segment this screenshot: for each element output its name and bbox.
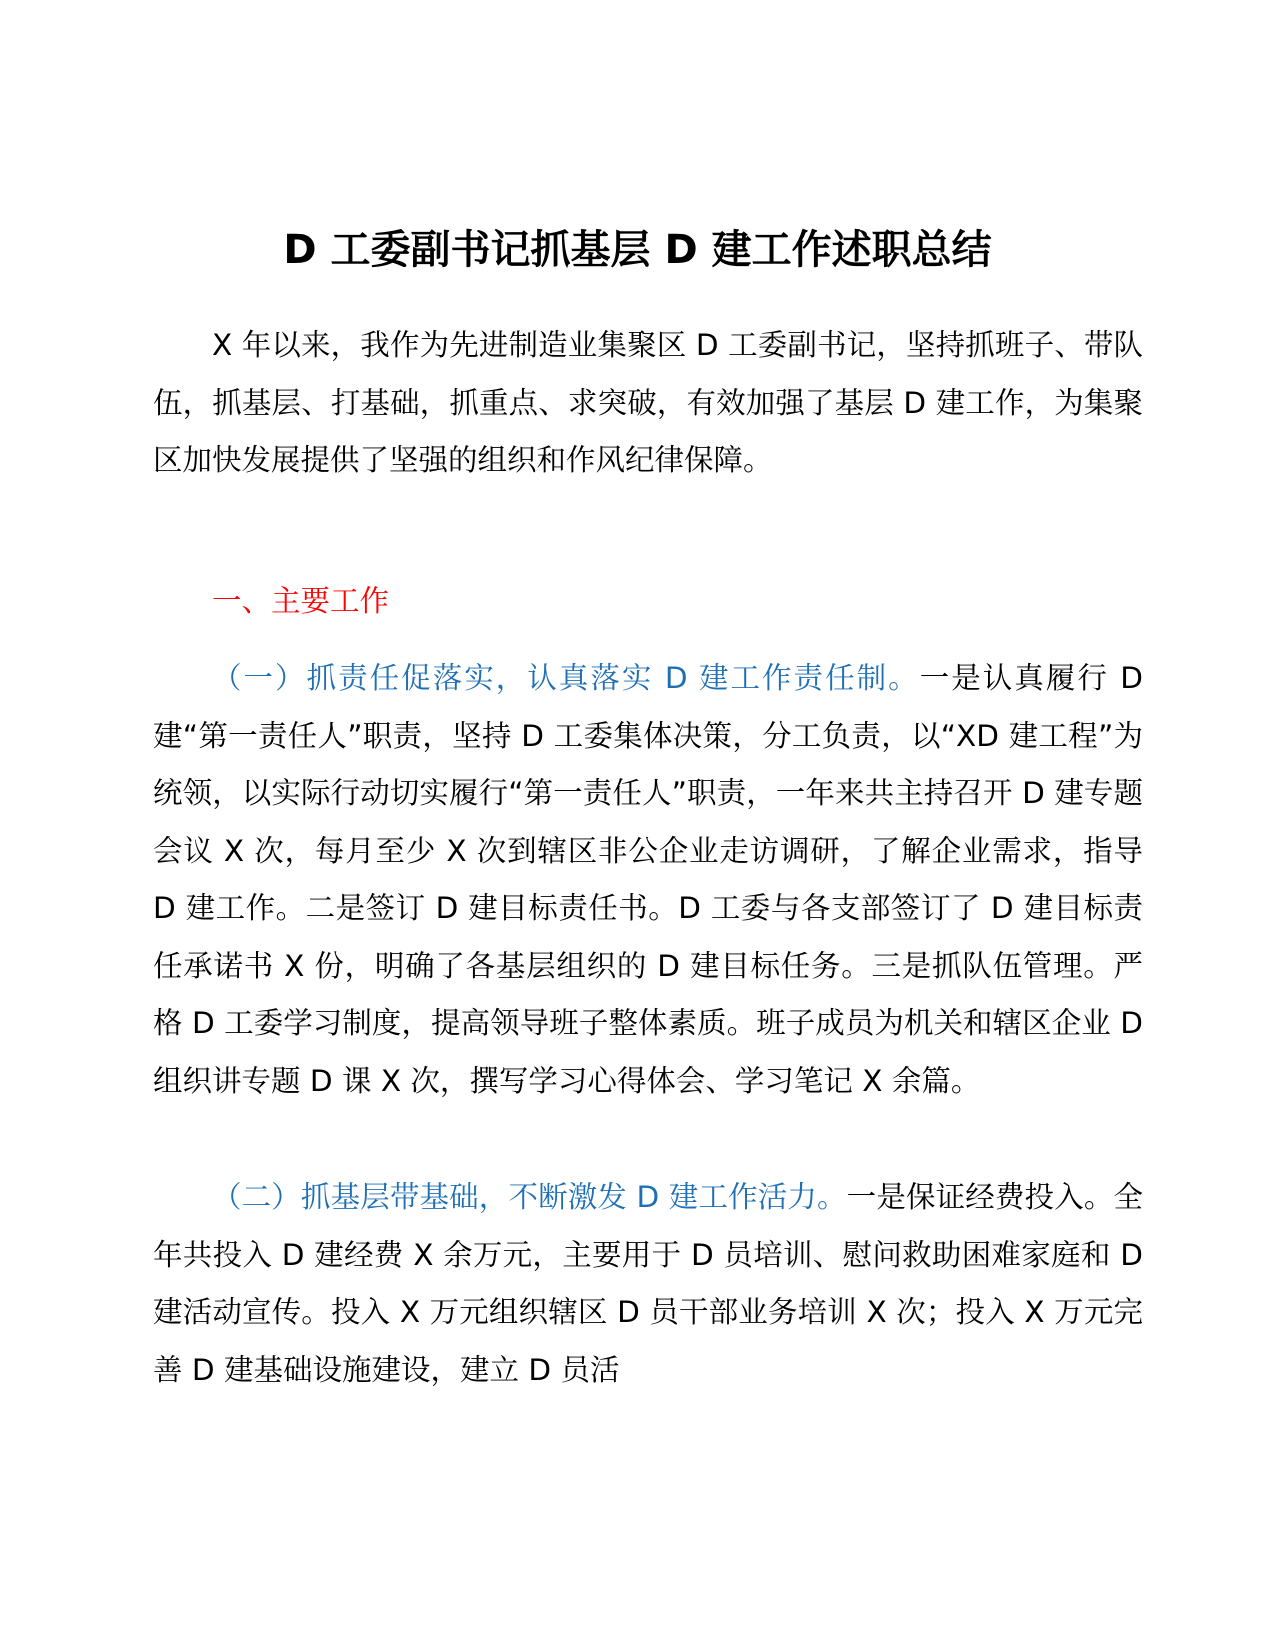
paragraph-subheading: （一）抓责任促落实，认真落实 D 建工作责任制。	[212, 661, 920, 695]
intro-paragraph: X 年以来，我作为先进制造业集聚区 D 工委副书记，坚持抓班子、带队伍，抓基层、打基础，抓重点、求突破，有效加强了基层 D 建工作，为集聚区加快发展提供了坚强的组织和作风纪律保障。	[153, 328, 1143, 477]
body-paragraph	[153, 1169, 1143, 1399]
paragraph-subheading: （二）抓基层带基础，不断激发 D 建工作活力。	[212, 1180, 847, 1214]
section-heading: 一、主要工作	[212, 584, 390, 618]
document-title: D 工委副书记抓基层 D 建工作述职总结	[283, 227, 992, 273]
body-paragraph	[153, 650, 1143, 1110]
paragraph-text: 一是认真履行 D 建“第一责任人”职责，坚持 D 工委集体决策，分工负责，以“XD 建工程”为统领，以实际行动切实履行“第一责任人”职责，一年来共主持召开 D 建专题会议 X 次，每月至少 X 次到辖区非公企业走访调研，了解企业需求，指导 D 建工作。二是签订 D 建目标责任书。D 工委与各支部签订了 D 建目标责任承诺书 X 份，明确了各基层组织的 D 建目标任务。三是抓队伍管理。严格 D 工委学习制度，提高领导班子整体素质。班子成员为机关和辖区企业 D 组织讲专题 D 课 X 次，撰写学习心得体会、学习笔记 X 余篇。	[153, 661, 1143, 1098]
paragraph-text: 一是保证经费投入。全年共投入 D 建经费 X 余万元，主要用于 D 员培训、慰问救助困难家庭和 D 建活动宣传。投入 X 万元组织辖区 D 员干部业务培训 X 次；投入 X 万元完善 D 建基础设施建设，建立 D 员活	[153, 1180, 1143, 1387]
